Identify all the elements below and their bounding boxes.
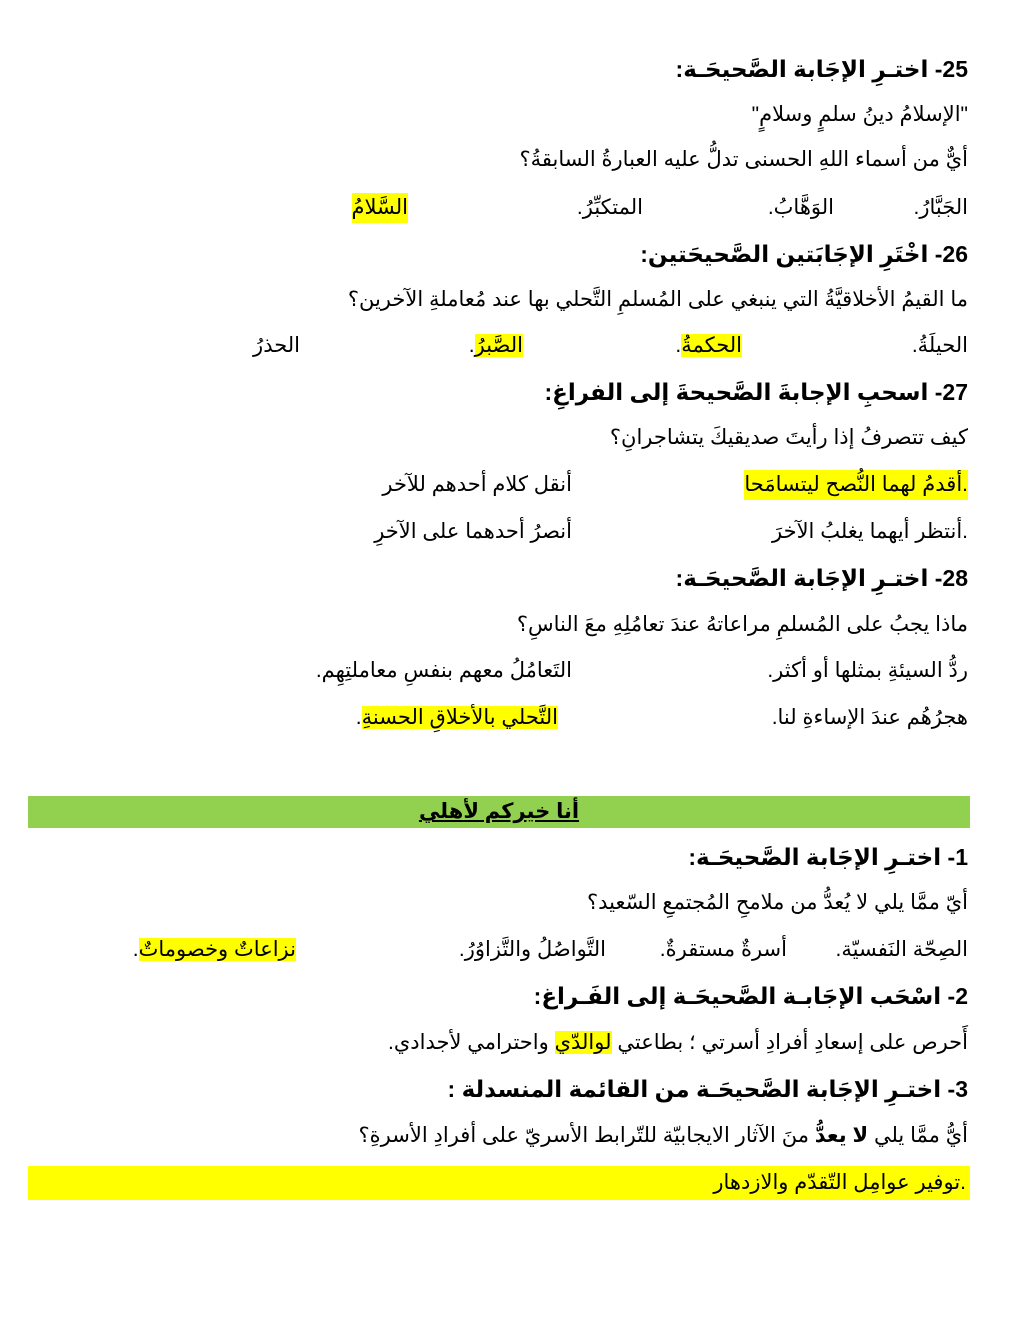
q26-question: ما القيمُ الأخلاقيَّةُ التي ينبغي على المُسلمِ التَّحلي بها عند مُعاملةِ الآخرين؟	[347, 288, 968, 311]
s1-option-4-selected-wrap[interactable]	[133, 935, 296, 965]
s3-dropdown[interactable]	[28, 1166, 970, 1200]
s2-answer-slot[interactable]: لوالدّي	[554, 1031, 612, 1054]
q26-option-1[interactable]: الحيلَةُ.	[911, 334, 968, 357]
q25-option-1[interactable]: الجَبَّارُ.	[913, 196, 968, 219]
q27-option-2[interactable]: أنقل كلام أحدهم للآخر	[382, 473, 572, 496]
s2-sentence	[28, 1028, 968, 1058]
s3-question-bold: لا يعدُّ	[814, 1124, 869, 1147]
q26-title: 26- اخْتَرِ الإجَابَتين الصَّحيحَتين:	[640, 241, 968, 267]
q28-title: 28- اختـرِ الإجَابة الصَّحيحَـة:	[675, 565, 968, 591]
q26-option-3-dot: .	[468, 334, 475, 357]
q26-option-2-dot: .	[675, 334, 682, 357]
q28-option-4-dot: .	[355, 706, 362, 729]
q25-option-3[interactable]: المتكبِّرُ.	[576, 196, 643, 219]
q28-option-2[interactable]: التَعامُلُ معهم بنفسِ معاملتِهِم.	[315, 659, 572, 682]
s3-question-part1: أيُّ ممَّا يلي	[868, 1124, 968, 1147]
s1-question: أيّ ممَّا يلي لا يُعدُّ من ملامحِ المُجتمعِ السّعيد؟	[586, 891, 968, 914]
q27-title: 27- اسحبِ الإجابةَ الصَّحيحةَ إلى الفراغِ:	[544, 379, 968, 405]
q28-option-1[interactable]: ردُّ السيئةِ بمثلها أو أكثر.	[767, 659, 968, 682]
q25-title: 25- اختـرِ الإجَابة الصَّحيحَـة:	[675, 56, 968, 82]
q25-option-4-selected[interactable]: السَّلامُ	[352, 193, 409, 223]
q25-quote: "الإسلامُ دينُ سلمٍ وسلامٍ"	[751, 103, 968, 126]
q26-option-2-selected-wrap[interactable]	[675, 331, 742, 361]
q27-option-1-selected[interactable]: .أقدمُ لهما النُّصح ليتسامَحا	[744, 470, 968, 500]
s3-title: 3- اختـرِ الإجَابة الصَّحيحَـة من القائمة المنسدلة :	[447, 1076, 968, 1102]
q26-option-3-selected-wrap[interactable]	[469, 331, 523, 361]
s1-title: 1- اختـرِ الإجَابة الصَّحيحَـة:	[688, 844, 968, 870]
s2-title: 2- اسْحَب الإجَابـة الصَّحيحَـة إلى الفَـراغ:	[533, 983, 968, 1009]
q26-option-3-selected[interactable]: الصَّبرُ	[474, 334, 523, 357]
s3-dropdown-selected[interactable]: .توفير عوامِل التّقدّم والازدهار	[713, 1171, 966, 1194]
s2-sentence-after: واحترامي لأجدادي.	[388, 1031, 555, 1054]
q26-option-4[interactable]: الحذرُ	[253, 334, 300, 357]
s1-option-2[interactable]: أسرةٌ مستقرةٌ.	[659, 938, 787, 961]
q27-option-4[interactable]: أنصرُ أحدهما على الآخرِ	[374, 520, 572, 543]
s2-sentence-before: أَحرص على إسعادِ أفرادِ أسرتي ؛ بطاعتي	[611, 1031, 968, 1054]
q28-option-4-selected[interactable]: التَّحلي بالأخلاقِ الحسنةِ	[361, 706, 558, 729]
q27-option-3[interactable]: .أنتظر أيهما يغلبُ الآخرَ	[772, 520, 968, 543]
s3-question-part2: منَ الآثار الايجابيّة للتّرابط الأسريّ على أفرادِ الأسرةِ؟	[358, 1124, 815, 1147]
s1-option-1[interactable]: الصِحّة النَفسيّة.	[835, 938, 968, 961]
q28-option-4-selected-wrap[interactable]	[356, 703, 558, 733]
section-title: أنا خيركم لأهلي	[418, 800, 580, 823]
q27-question: كيف تتصرفُ إذا رأيتَ صديقيكَ يتشاجرانِ؟	[609, 426, 968, 449]
section-banner	[28, 796, 970, 828]
s1-option-4-selected[interactable]: نزاعاتٌ وخصوماتٌ	[138, 938, 296, 961]
s3-question	[28, 1121, 968, 1151]
q28-option-3[interactable]: هجرُهُم عندَ الإساءةِ لنا.	[771, 706, 968, 729]
q25-question: أيٌّ من أسماء اللهِ الحسنى تدلُّ عليه العبارةُ السابقةُ؟	[519, 148, 968, 171]
q28-question: ماذا يجبُ على المُسلمِ مراعاتهُ عندَ تعامُلِهِ معَ الناسِ؟	[516, 613, 968, 636]
s1-option-3[interactable]: التَّواصُلُ والتَّزاوُرُ.	[458, 938, 606, 961]
s1-option-4-dot: .	[132, 938, 139, 961]
q25-option-2[interactable]: الوَهَّابُ.	[767, 196, 834, 219]
q26-option-2-selected[interactable]: الحكمةُ	[681, 334, 742, 357]
